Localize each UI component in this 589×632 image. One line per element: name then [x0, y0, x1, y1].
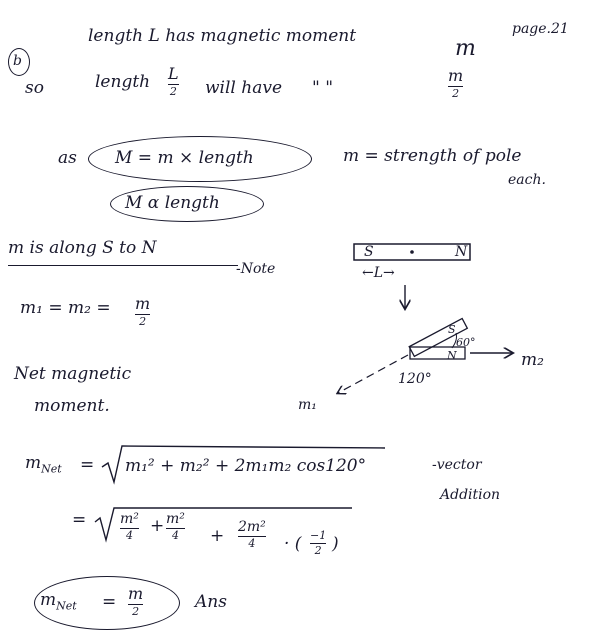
angle-120-label: 120°: [398, 371, 432, 387]
note-label: -Note: [236, 261, 276, 277]
along-text: m is along S to N: [8, 238, 157, 258]
angle-60-label: 60°: [456, 336, 476, 349]
net-heading-line2: moment.: [34, 396, 110, 416]
line2-frac-den: 2: [169, 84, 177, 98]
formula1-radicand: m₁² + m₂² + 2m₁m₂ cos120°: [125, 456, 367, 476]
magnet-length-label: ←L→: [362, 265, 395, 281]
m1m2-lhs: m₁ = m₂ =: [20, 298, 111, 318]
formula1-eq: =: [80, 455, 95, 475]
magnet-s-label: S: [364, 244, 374, 260]
half-n-label: N: [447, 349, 457, 362]
cos-fraction: −1 2: [310, 529, 327, 557]
line1-text: length L has magnetic moment: [88, 26, 357, 46]
factor-close: ): [332, 534, 339, 554]
line3-prefix: as: [58, 148, 77, 168]
term1-fraction: m² 4: [120, 511, 139, 542]
formula1-lhs: $m_{Net}$: [25, 453, 62, 476]
m2-label: m₂: [521, 350, 544, 370]
answer-lhs: $m_{Net}$: [40, 590, 77, 613]
net-heading-line1: Net magnetic: [14, 364, 132, 384]
answer-eq: =: [102, 592, 117, 612]
answer-tag: Ans: [195, 592, 227, 612]
line3-formula: M = m × length: [115, 148, 254, 168]
pole-strength-definition: m = strength of pole: [343, 146, 522, 166]
line2-prefix: so: [25, 78, 44, 98]
plus-2: +: [210, 526, 225, 546]
vector-note: -vector: [432, 457, 482, 473]
factor-open: · (: [284, 534, 302, 554]
answer-fraction: m 2: [128, 584, 144, 618]
line1-symbol: m: [455, 36, 476, 61]
formula2-eq: =: [72, 510, 87, 530]
line2-text-b: will have: [205, 78, 283, 98]
line2-result-num: m: [448, 66, 464, 85]
m1m2-num: m: [135, 294, 151, 313]
page-label: page.21: [512, 21, 569, 37]
term3-fraction: 2m² 4: [238, 519, 266, 550]
line2-frac-num: L: [168, 64, 179, 83]
line2-result-den: 2: [452, 86, 460, 100]
pole-strength-note: each.: [508, 172, 546, 188]
term2-fraction: m² 4: [166, 511, 185, 542]
plus-1: +: [150, 516, 165, 536]
m1-label: m₁: [298, 397, 317, 413]
addition-note: Addition: [440, 487, 501, 503]
m1m2-den: 2: [139, 314, 147, 328]
line2-text-a: length: [95, 72, 151, 92]
part-label: b: [13, 53, 22, 69]
magnet-n-label: N: [455, 244, 468, 260]
proportional-text: M α length: [125, 193, 220, 213]
tilted-s-label: S: [448, 323, 456, 336]
ditto-marks: " ": [312, 78, 334, 98]
